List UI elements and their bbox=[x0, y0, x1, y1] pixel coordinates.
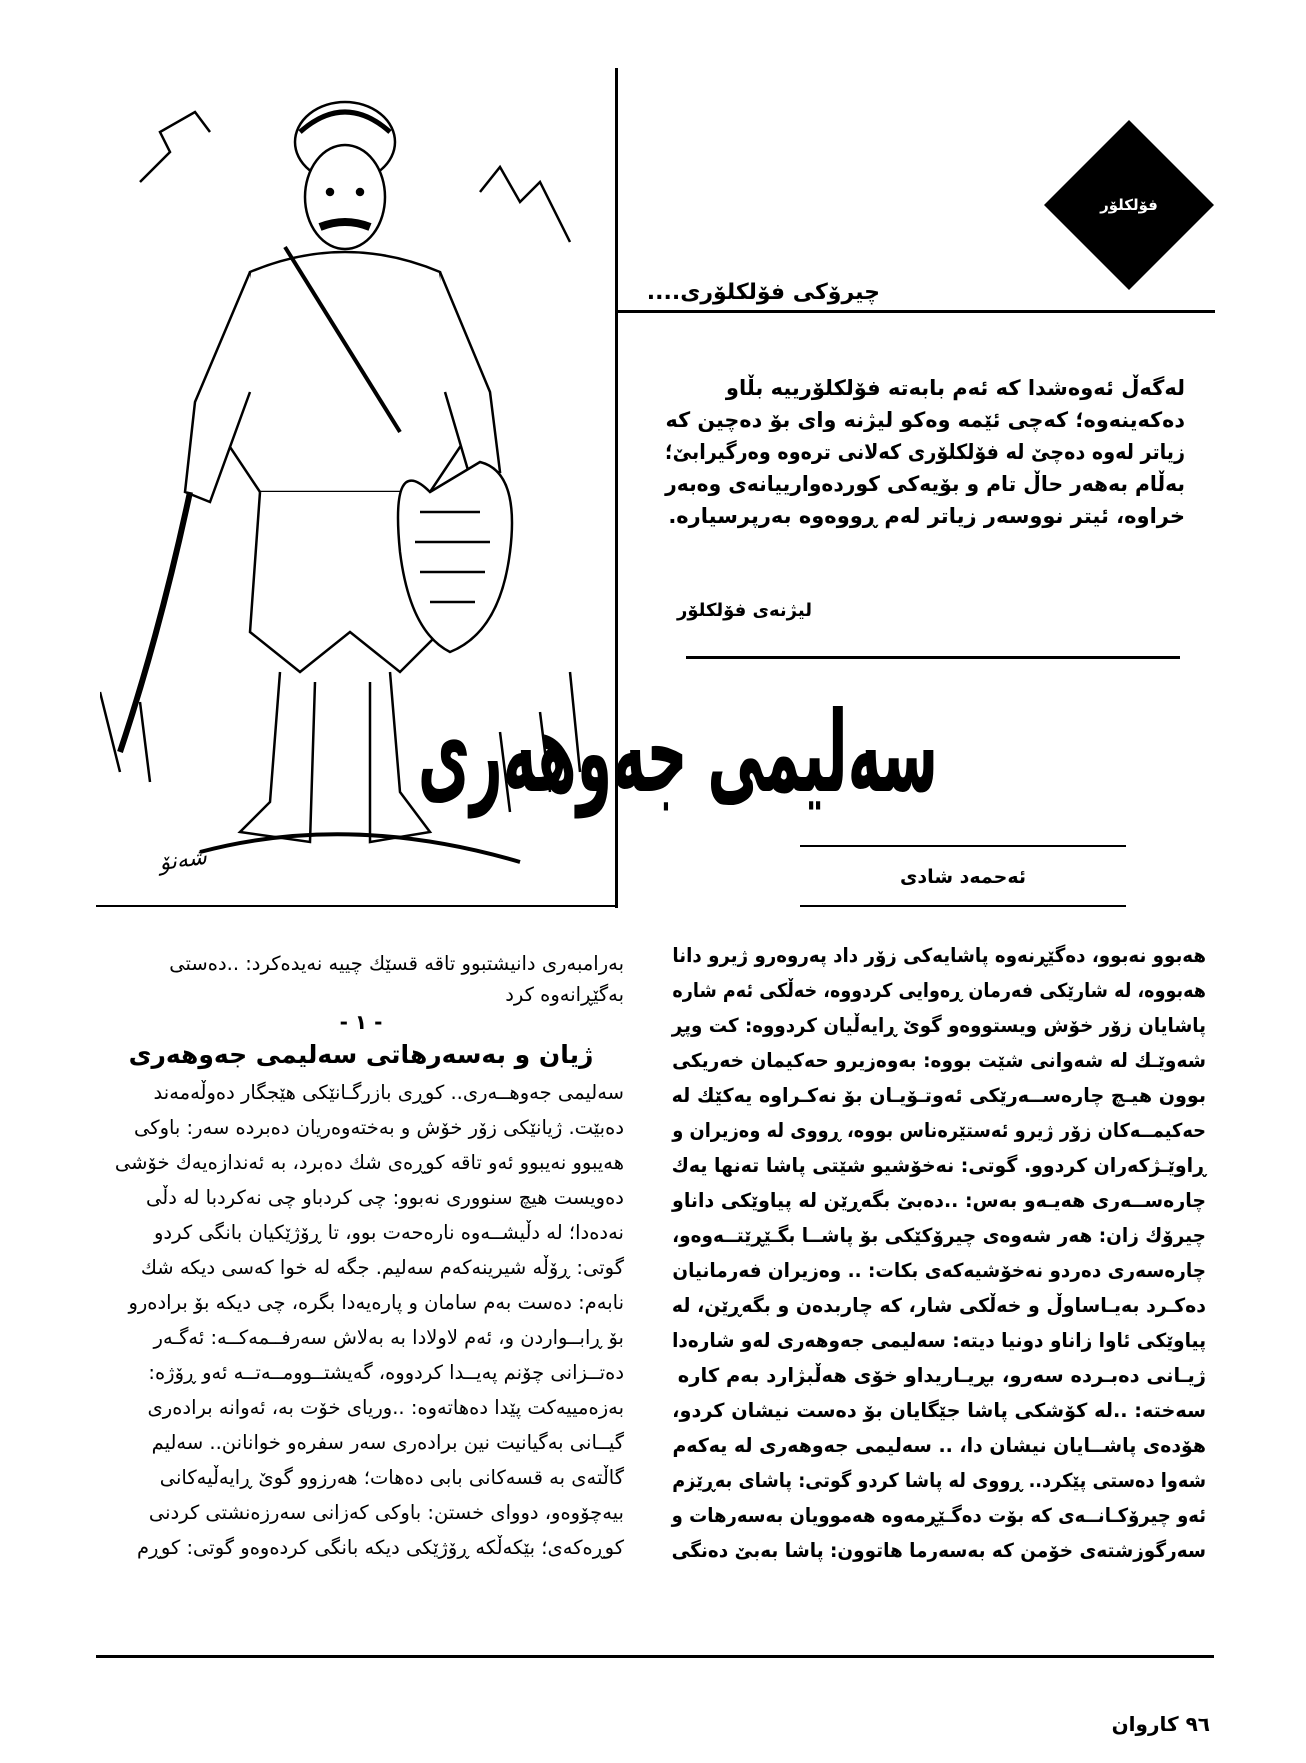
text-line: هۆدەی پاشــایان نیشان دا، .. سەلیمی جەوهەری لە یەكەم bbox=[672, 1434, 1206, 1457]
text-line: هەیبوو نەیبوو ئەو تاقە كوڕەی شك دەبرد، بە ئەندازەیەك خۆشی bbox=[114, 1151, 624, 1174]
article-title: سەلیمی جەوهەری bbox=[417, 688, 938, 818]
text-line: گیــانی بەگیانیت نین برادەری سەر سفرەو خوانانن.. سەلیم bbox=[151, 1431, 624, 1454]
text-line: گوتی: ڕۆڵە شیرینەكەم سەلیم. جگە لە خوا كەسی دیكە شك bbox=[140, 1256, 624, 1279]
text-line: بەزەمییەكت پێدا دەهاتەوە: ..وریای خۆت بە، ئەوانە برادەری bbox=[147, 1396, 624, 1419]
intro-line: دەكەینەوە؛ كەچی ئێمە وەكو لیژنە وای بۆ دەچین كە bbox=[665, 408, 1185, 432]
intro-line: خراوە، ئیتر نووسەر زیاتر لەم ڕووەوە بەرپرسیارە. bbox=[668, 504, 1185, 528]
text-line: شەوا دەستی پێكرد.. ڕووی لە پاشا كردو گوتی: پاشای بەڕێزم bbox=[672, 1469, 1206, 1492]
text-line: چارەسەری دەردو نەخۆشیەكەی بكات: .. وەزیران فەرمانیان bbox=[672, 1259, 1206, 1282]
article-column-left bbox=[98, 946, 624, 1565]
text-line: نەدەدا؛ لە دڵیشــەوە نارەحەت بوو، تا ڕۆژێكیان بانگی كردو bbox=[154, 1221, 624, 1244]
intro-line: زیاتر لەوە دەچێ لە فۆلكلۆری كەلانی ترەوە وەرگیرابێ؛ bbox=[665, 440, 1185, 464]
illustration-artist-signature: شەنۆ bbox=[157, 844, 209, 877]
editorial-intro bbox=[665, 372, 1185, 532]
page-number: ٩٦ bbox=[1185, 1712, 1210, 1736]
text-line: سەلیمی جەوهــەری.. كوڕی بازرگـانێكی هێجگار دەوڵەمەند bbox=[153, 1081, 624, 1104]
text-line: ئەو چیرۆكـانــەی كە بۆت دەگـێڕمەوە هەموویان بەسەرهات و bbox=[671, 1504, 1206, 1527]
text-line: هەبوو نەبوو، دەگێڕنەوە پاشایەكی زۆر داد پەروەرو ژیرو دانا bbox=[672, 944, 1206, 967]
text-line: چیرۆك زان: هەر شەوەی چیرۆكێكی بۆ پاشــا بگـێڕێتــەوەو، bbox=[672, 1224, 1206, 1247]
text-line: نابەم: دەست بەم سامان و پارەیەدا بگرە، چی دیكە بۆ برادەرو bbox=[128, 1291, 624, 1314]
text-line: حەكیمــەكان زۆر ژیرو ئەستێرەناس بووە، ڕووی لە وەزیران و bbox=[672, 1119, 1206, 1142]
text-line: هەبووە، لە شارێكی فەرمان ڕەوایی كردووە، خەڵكی ئەم شارە bbox=[672, 979, 1206, 1002]
text-line: دەویست هیچ سنووری نەبوو: چی كردباو چی نەكردبا لە دڵی bbox=[146, 1186, 624, 1209]
article-author: ئەحمەد شادی bbox=[900, 866, 1026, 888]
text-line: ژیـانی دەبـردە سەرو، بڕیـاریداو خۆی هەڵبژارد بەم كارە bbox=[677, 1364, 1206, 1387]
category-badge-label: فۆلكلۆر bbox=[1100, 196, 1158, 214]
illustration-bottom-rule bbox=[96, 905, 617, 907]
article-column-right bbox=[672, 938, 1206, 1568]
text-line: پیاوێكی ئاوا زاناو دونیا دیتە: سەلیمی جەوهەری لەو شارەدا bbox=[672, 1329, 1206, 1352]
text-line: سەختە: ..لە كۆشكی پاشا جێگایان بۆ دەست نیشان كردو، bbox=[672, 1399, 1206, 1422]
text-line: سەرگوزشتەی خۆمن كە بەسەرما هاتوون: پاشا بەبێ دەنگی bbox=[671, 1539, 1206, 1562]
section-header-rule bbox=[617, 310, 1215, 313]
text-line: ڕاوێـژكەران كردوو. گوتی: نەخۆشیو شێتی پاشا تەنها یەك bbox=[671, 1154, 1206, 1177]
text-line: بیەچۆوەو، دووای خستن: باوكی كەزانی سەرزەنشتی كردنی bbox=[148, 1501, 624, 1524]
text-line: چارەســەری هەیـەو بەس: ..دەبێ بگەڕێن لە پیاوێكی داناو bbox=[672, 1189, 1206, 1212]
text-line: گاڵتەی بە قسەكانی بابی دەهات؛ هەرزوو گوێ ڕایەڵیەكانی bbox=[159, 1466, 624, 1489]
text-line: پاشایان زۆر خۆش ویستووەو گوێ ڕایەڵیان كردووە: كت وپڕ bbox=[671, 1014, 1206, 1037]
section-title: چیرۆكی فۆلكلۆری.... bbox=[646, 280, 880, 305]
text-line: دەبێت. ژیانێكی زۆر خۆش و بەختەوەریان دەبردە سەر: باوكی bbox=[134, 1116, 624, 1139]
text-line: بوون هیـچ چارەســەرێكی ئەوتـۆیـان بۆ نەكـراوە یەكێك لە bbox=[671, 1084, 1206, 1107]
title-top-rule bbox=[686, 656, 1180, 659]
magazine-name: كاروان bbox=[1111, 1712, 1179, 1736]
text-line: بەگێڕانەوە كرد bbox=[505, 983, 624, 1006]
intro-line: لەگەڵ ئەوەشدا كە ئەم بابەتە فۆلكلۆرییە بڵاو bbox=[725, 376, 1185, 400]
text-line: بۆ ڕابــواردن و، ئەم لاولادا بە بەلاش سەرفــمەكــە: ئەگـەر bbox=[153, 1326, 624, 1349]
chapter-heading: ژیان و بەسەرهاتی سەلیمی جەوهەری bbox=[128, 1040, 594, 1069]
author-bottom-rule bbox=[800, 905, 1126, 907]
intro-line: بەڵام بەهەر حاڵ تام و بۆیەكی كوردەوارییانەی وەبەر bbox=[665, 472, 1185, 496]
text-line: شەوێـك لە شەوانی شێت بووە: بەوەزیرو حەكیمان خەریكی bbox=[672, 1049, 1206, 1072]
footer-rule bbox=[96, 1655, 1214, 1658]
page-footer bbox=[1080, 1712, 1210, 1736]
text-line: دەتــزانی چۆنم پەیــدا كردووە، گەیشتــوومــەتــە ئەو ڕۆژە: bbox=[148, 1361, 624, 1384]
text-line: بەرامبەری دانیشتبوو تاقە قسێك چییە نەیدەكرد: ..دەستی bbox=[169, 952, 624, 975]
intro-signature: لیژنەی فۆلكلۆر bbox=[676, 600, 812, 621]
text-line: دەكـرد بەیـاساوڵ و خەڵكی شار، كە چاربدەن و بگەڕێن، لە bbox=[671, 1294, 1206, 1317]
chapter-number: - ١ - bbox=[339, 1010, 383, 1034]
text-line: كوڕەكەی؛ بێكەڵكە ڕۆژێكی دیكە بانگی كردەوەو گوتی: كوڕم bbox=[136, 1536, 624, 1559]
author-top-rule bbox=[800, 845, 1126, 847]
